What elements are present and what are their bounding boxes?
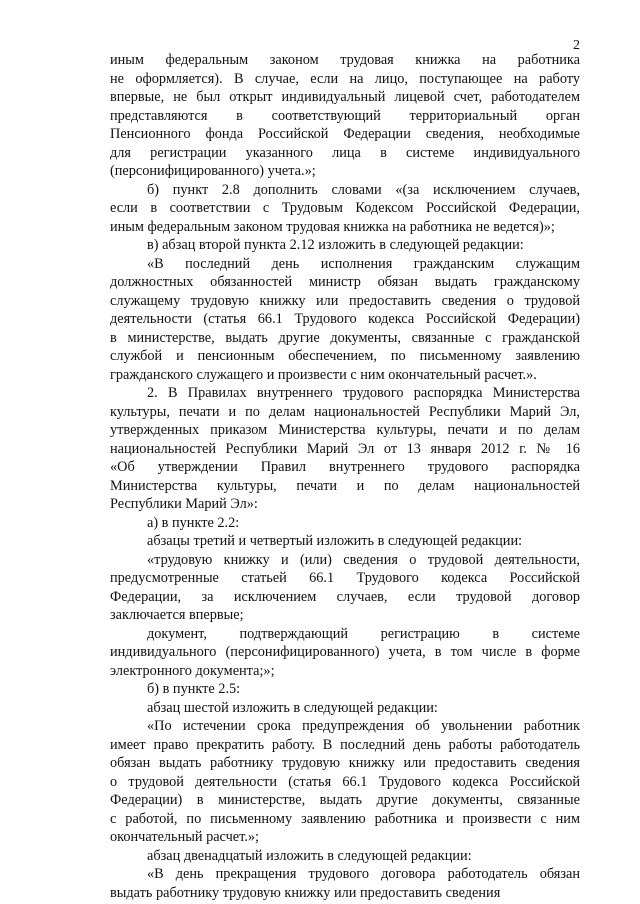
- text-line: «В день прекращения трудового договора работодатель обязан: [147, 866, 580, 882]
- text-line: индивидуального (персонифицированного) учета, в том числе в форме: [110, 644, 580, 660]
- text-line: документ, подтверждающий регистрацию в системе: [147, 625, 580, 642]
- text-line: в министерстве, выдать другие документы, связанные с гражданской: [110, 329, 580, 346]
- text-line: не оформляется). В случае, если на лицо, поступающее на работу: [110, 70, 580, 87]
- text-line: абзац двенадцатый изложить в следующей редакции:: [147, 847, 472, 864]
- text-line: заключается впервые;: [110, 607, 244, 623]
- text-line: Федерации, за исключением случаев, если трудовой договор: [110, 588, 580, 605]
- text-line: «В последний день исполнения гражданским служащим: [147, 255, 580, 272]
- document-paragraph: [110, 717, 580, 847]
- document-paragraph: [110, 847, 580, 866]
- text-line: иным федеральным законом трудовая книжка на работника: [110, 52, 580, 68]
- document-paragraph: [110, 680, 580, 699]
- document-paragraph: [110, 551, 580, 625]
- text-line: представляются в соответствующий территориальный орган: [110, 107, 580, 124]
- page-number: 2: [573, 38, 580, 53]
- document-paragraph: [110, 699, 580, 718]
- text-line: «По истечении срока предупреждения об увольнении работник: [147, 718, 580, 734]
- text-line: выдать работнику трудовую книжку или предоставить сведения: [110, 884, 501, 901]
- text-line: имеет право прекратить работу. В последний день работы работодатель: [110, 736, 580, 753]
- text-line: Пенсионного фонда Российской Федерации сведения, необходимые: [110, 126, 580, 142]
- text-line: обязан выдать работнику трудовую книжку или предоставить сведения: [110, 755, 580, 771]
- document-paragraph: [110, 255, 580, 385]
- document-paragraph: [110, 625, 580, 681]
- text-line: электронного документа;»;: [110, 662, 275, 679]
- document-paragraph: [110, 514, 580, 533]
- text-line: Республики Марий Эл»:: [110, 496, 258, 512]
- text-line: Министерства культуры, печати и по делам национальностей: [110, 477, 580, 494]
- text-line: б) в пункте 2.5:: [147, 681, 241, 697]
- text-line: в) абзац второй пункта 2.12 изложить в следующей редакции:: [147, 237, 524, 253]
- text-line: если в соответствии с Трудовым Кодексом Российской Федерации,: [110, 200, 580, 216]
- text-line: службой и пенсионным обеспечением, по письменному заявлению: [110, 348, 580, 364]
- text-line: окончательный расчет.»;: [110, 829, 260, 845]
- document-paragraph: [110, 181, 580, 237]
- text-line: утвержденных приказом Министерства культуры, печати и по делам: [110, 422, 580, 438]
- document-paragraph: [110, 384, 580, 514]
- text-line: абзац шестой изложить в следующей редакции:: [147, 699, 438, 716]
- text-line: предусмотренные статьей 66.1 Трудового кодекса Российской: [110, 570, 580, 586]
- text-line: должностных обязанностей министр обязан выдать гражданскому: [110, 274, 580, 290]
- document-paragraph: [110, 532, 580, 551]
- text-line: «Об утверждении Правил внутреннего трудового распорядка: [110, 459, 580, 475]
- text-line: гражданского служащего и произвести с ним окончательный расчет.».: [110, 366, 537, 383]
- text-line: б) пункт 2.8 дополнить словами «(за исключением случаев,: [147, 181, 580, 198]
- text-line: впервые, не был открыт индивидуальный лицевой счет, работодателем: [110, 89, 580, 105]
- text-line: иным федеральным законом трудовая книжка на работника не ведется)»;: [110, 218, 555, 235]
- text-line: Федерации) в министерстве, выдать другие документы, связанные: [110, 792, 580, 808]
- text-line: (персонифицированного) учета.»;: [110, 163, 316, 179]
- text-line: культуры, печати и по делам национальностей Республики Марий Эл,: [110, 403, 580, 420]
- text-line: а) в пункте 2.2:: [147, 514, 240, 531]
- text-line: «трудовую книжку и (или) сведения о трудовой деятельности,: [147, 551, 580, 568]
- document-body: [110, 51, 580, 902]
- text-line: деятельности (статья 66.1 Трудового кодекса Российской Федерации): [110, 311, 580, 327]
- text-line: с работой, по письменному заявлению работника и произвести с ним: [110, 810, 580, 827]
- text-line: национальностей Республики Марий Эл от 13 января 2012 г. № 16: [110, 440, 580, 457]
- text-line: о трудовой деятельности (статья 66.1 Трудового кодекса Российской: [110, 773, 580, 790]
- text-line: 2. В Правилах внутреннего трудового распорядка Министерства: [147, 385, 580, 401]
- document-paragraph: [110, 865, 580, 902]
- text-line: служащему трудовую книжку или предоставить сведения о трудовой: [110, 292, 580, 309]
- text-line: абзацы третий и четвертый изложить в следующей редакции:: [147, 533, 523, 549]
- document-paragraph: [110, 51, 580, 181]
- text-line: для регистрации указанного лица в системе индивидуального: [110, 144, 580, 161]
- document-paragraph: [110, 236, 580, 255]
